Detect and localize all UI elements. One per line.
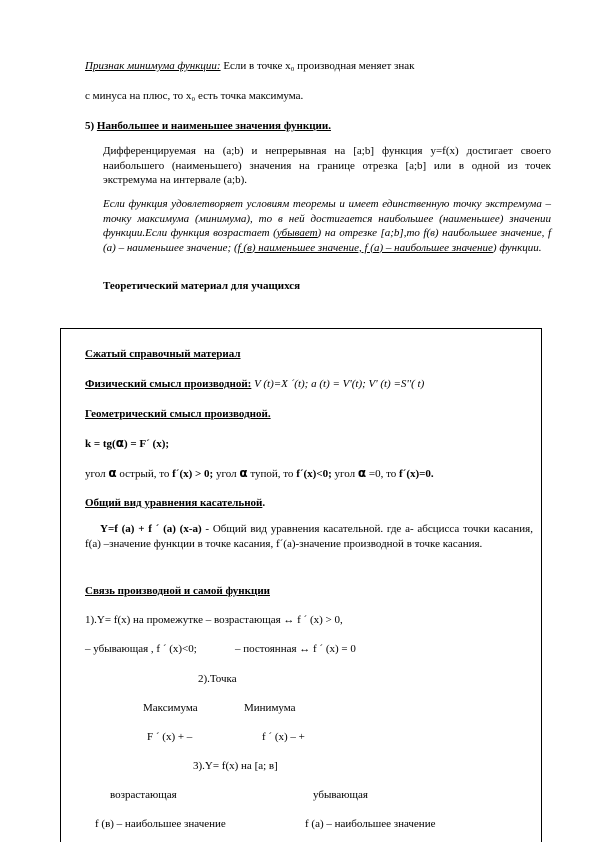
consequence-text-3: ) функции. bbox=[492, 241, 542, 254]
section-5-number: 5) bbox=[85, 120, 97, 132]
theorem-paragraph: Дифференцируемая на (a;b) и непрерывная на [a;b] функция y=f(x) достигает своего наибольшего (наименьшего) значения на границе отрезка [a;b] или в одной из точек экстремума на интервале (a;b). bbox=[103, 145, 551, 186]
min-sign-line-2: с минуса на плюс, то x₀ есть точка максимума. bbox=[85, 90, 304, 102]
consequence-alt-case: f (в) наименьшее значение, f (a) – наибольшее значение bbox=[237, 241, 493, 254]
relation-item-2: 2).Точка bbox=[198, 673, 237, 685]
consequence-text-2: ) на отрезке [a;b],то f(в) наибольшее значение, f (a) – наименьшее значение; ( bbox=[103, 227, 551, 254]
slope-formula-b: ) = F´ (x); bbox=[123, 438, 170, 450]
min-sign-text-1: Если в точке x₀ производная меняет знак bbox=[220, 60, 415, 72]
decreasing-result: f (a) – наибольшее значение bbox=[305, 818, 436, 830]
section-5-title: Нанбольшее и наименьшее значения функции. bbox=[96, 120, 331, 132]
geometric-meaning-label: Геометрический смысл производной. bbox=[85, 408, 271, 420]
tangent-label: Общий вид уравнения касательной bbox=[85, 497, 263, 509]
relation-item-1b-left: – убывающая , f ´ (x)<0; bbox=[85, 643, 197, 655]
relation-item-1b-right: – постоянная ↔ f ´ (x) = 0 bbox=[235, 643, 356, 655]
physical-meaning-label: Физический смысл производной: bbox=[85, 378, 252, 390]
alpha-symbol: α bbox=[115, 436, 124, 450]
reference-title: Сжатый справочный материал bbox=[85, 348, 241, 360]
angle-text-g: угол bbox=[331, 468, 358, 480]
physical-meaning-formula: V (t)=X ´(t); a (t) = V'(t); V' (t) =S''( t) bbox=[251, 378, 425, 390]
tangent-heading bbox=[85, 497, 265, 510]
tangent-paragraph bbox=[85, 522, 533, 551]
angle-text-e: тупой, то bbox=[247, 468, 297, 480]
theorem-consequence-paragraph bbox=[103, 197, 551, 255]
alpha-symbol-2: α bbox=[239, 466, 248, 480]
consequence-text-1: Если функция удовлетворяет условиям теоремы и имеет единственную точку экстремума – точку максимума (минимума), то в ней достигается наибольшее (наименьшее) значении функции.Если функция возрастает ( bbox=[103, 198, 551, 239]
angle-acute-result: f´(x) > 0; bbox=[172, 468, 214, 480]
maximum-label: Максимума bbox=[143, 702, 198, 714]
angle-obtuse-result: f´(x)<0; bbox=[296, 468, 332, 480]
tangent-dot: . bbox=[262, 497, 266, 509]
angle-conditions bbox=[85, 467, 434, 481]
minimum-sign: f ´ (x) – + bbox=[262, 731, 305, 743]
increasing-result: f (в) – наибольшее значение bbox=[95, 818, 226, 830]
tangent-description: - Общий вид уравнения касательной. где a- абсцисса точки касания, f(a) –значение функции в точке касания, f´(a)-значение производной в точке касания. bbox=[85, 523, 533, 550]
section-5-heading bbox=[85, 120, 331, 133]
angle-zero-result: f´(x)=0. bbox=[399, 468, 434, 480]
slope-formula bbox=[85, 437, 169, 451]
relation-heading: Связь производной и самой функции bbox=[85, 585, 270, 597]
physical-meaning-line bbox=[85, 378, 424, 391]
maximum-sign: F ´ (x) + – bbox=[147, 731, 193, 743]
decreasing-label: убывающая bbox=[313, 789, 368, 801]
min-sign-line-1 bbox=[85, 60, 414, 73]
relation-item-1: 1).Y= f(x) на промежутке – возрастающая ↔ f ´ (x) > 0, bbox=[85, 614, 343, 626]
angle-text-h: =0, то bbox=[366, 468, 399, 480]
theory-heading: Теоретический материал для учащихся bbox=[103, 280, 301, 292]
angle-text-a: угол bbox=[85, 468, 109, 480]
relation-item-3: 3).Y= f(x) на [a; в] bbox=[193, 760, 278, 772]
angle-text-d: угол bbox=[213, 468, 240, 480]
slope-formula-a: k = tg( bbox=[85, 438, 116, 450]
alpha-symbol-3: α bbox=[357, 466, 367, 480]
minimum-label: Минимума bbox=[244, 702, 296, 714]
min-sign-title: Признак минимума функции: bbox=[85, 60, 221, 72]
tangent-formula: Y=f (a) + f ´ (a) (x-a) bbox=[100, 523, 202, 535]
alpha-symbol-1: α bbox=[108, 466, 117, 480]
consequence-decreasing: убывает bbox=[276, 227, 318, 239]
increasing-label: возрастающая bbox=[110, 789, 177, 801]
angle-text-b: острый, то bbox=[116, 468, 173, 480]
